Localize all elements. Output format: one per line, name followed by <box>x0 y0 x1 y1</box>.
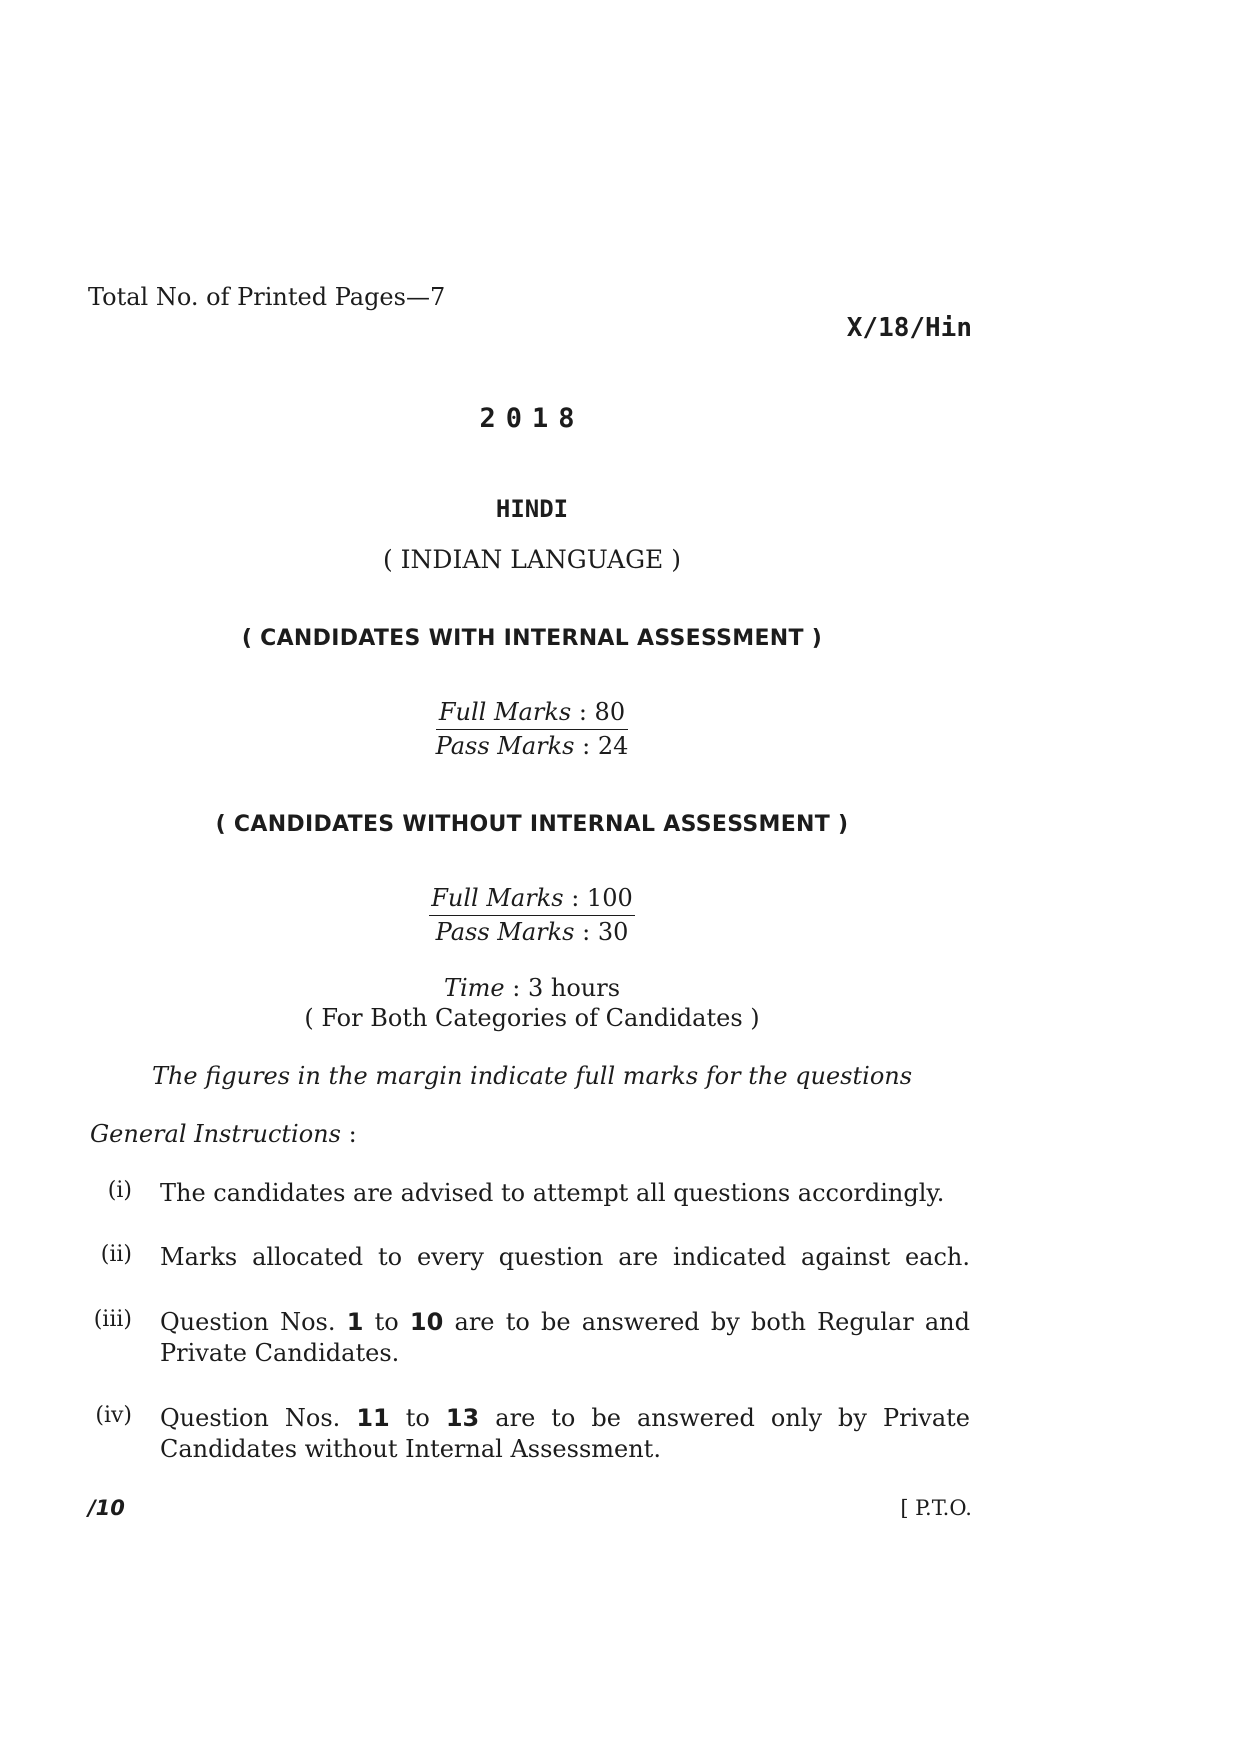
general-instructions-label: General Instructions <box>90 1120 341 1148</box>
pass-marks-value: : 24 <box>574 732 629 760</box>
instruction-text-pre: Question Nos. <box>160 1404 357 1432</box>
marks-block-without-assessment <box>0 884 1064 946</box>
section-heading-with-assessment: ( CANDIDATES WITH INTERNAL ASSESSMENT ) <box>241 626 823 651</box>
instruction-number: (iv) <box>95 1403 132 1428</box>
instruction-number: (ii) <box>100 1242 132 1267</box>
question-number-to: 13 <box>445 1404 480 1432</box>
subject-title: HINDI <box>495 495 569 523</box>
instruction-number: (iii) <box>93 1307 132 1332</box>
please-turn-over: [ P.T.O. <box>900 1496 972 1520</box>
time-value: : 3 hours <box>504 974 621 1002</box>
pass-marks-label: Pass Marks <box>435 732 575 760</box>
instruction-text-line2: Candidates without Internal Assessment. <box>160 1435 661 1463</box>
general-instructions-title <box>90 1120 357 1148</box>
question-number-from: 1 <box>346 1308 364 1336</box>
question-number-from: 11 <box>356 1404 390 1432</box>
instruction-text-mid: to <box>389 1404 446 1432</box>
page-number: /10 <box>88 1496 125 1520</box>
instruction-text: The candidates are advised to attempt all questions accordingly. <box>160 1179 945 1207</box>
pass-marks-value: : 30 <box>574 918 629 946</box>
instruction-text-post: are to be answered only by Private <box>479 1404 970 1432</box>
paper-code: X/18/Hin <box>846 313 972 343</box>
pass-marks-label: Pass Marks <box>435 918 575 946</box>
full-marks-line <box>429 884 634 916</box>
marks-block-with-assessment <box>0 698 1064 760</box>
full-marks-line <box>436 698 629 730</box>
instruction-text-post: are to be answered by both Regular and <box>443 1308 970 1336</box>
instruction-text-line1 <box>160 1307 970 1338</box>
pass-marks-line <box>436 730 629 760</box>
subject-subtitle: ( INDIAN LANGUAGE ) <box>382 545 682 574</box>
margin-note: The figures in the margin indicate full marks for the questions <box>151 1062 913 1090</box>
full-marks-value: : 100 <box>563 884 633 912</box>
general-instructions-colon: : <box>340 1120 357 1148</box>
section-heading-without-assessment: ( CANDIDATES WITHOUT INTERNAL ASSESSMENT ) <box>215 812 849 837</box>
instruction-text: Marks allocated to every question are indicated against each. <box>160 1243 970 1271</box>
full-marks-label: Full Marks <box>438 698 572 726</box>
instruction-text-pre: Question Nos. <box>160 1308 347 1336</box>
instruction-text-line2: Private Candidates. <box>160 1339 400 1367</box>
time-note: ( For Both Categories of Candidates ) <box>304 1004 760 1032</box>
instruction-text-line1 <box>160 1403 970 1434</box>
full-marks-label: Full Marks <box>431 884 564 912</box>
exam-year: 2018 <box>479 403 585 434</box>
time-allowed <box>0 974 1064 1002</box>
pass-marks-line <box>429 916 634 946</box>
instruction-text-mid: to <box>363 1308 410 1336</box>
time-label: Time <box>443 974 505 1002</box>
full-marks-value: : 80 <box>571 698 626 726</box>
instruction-number: (i) <box>107 1178 132 1203</box>
question-number-to: 10 <box>409 1308 444 1336</box>
printed-pages-count: Total No. of Printed Pages—7 <box>88 283 446 311</box>
